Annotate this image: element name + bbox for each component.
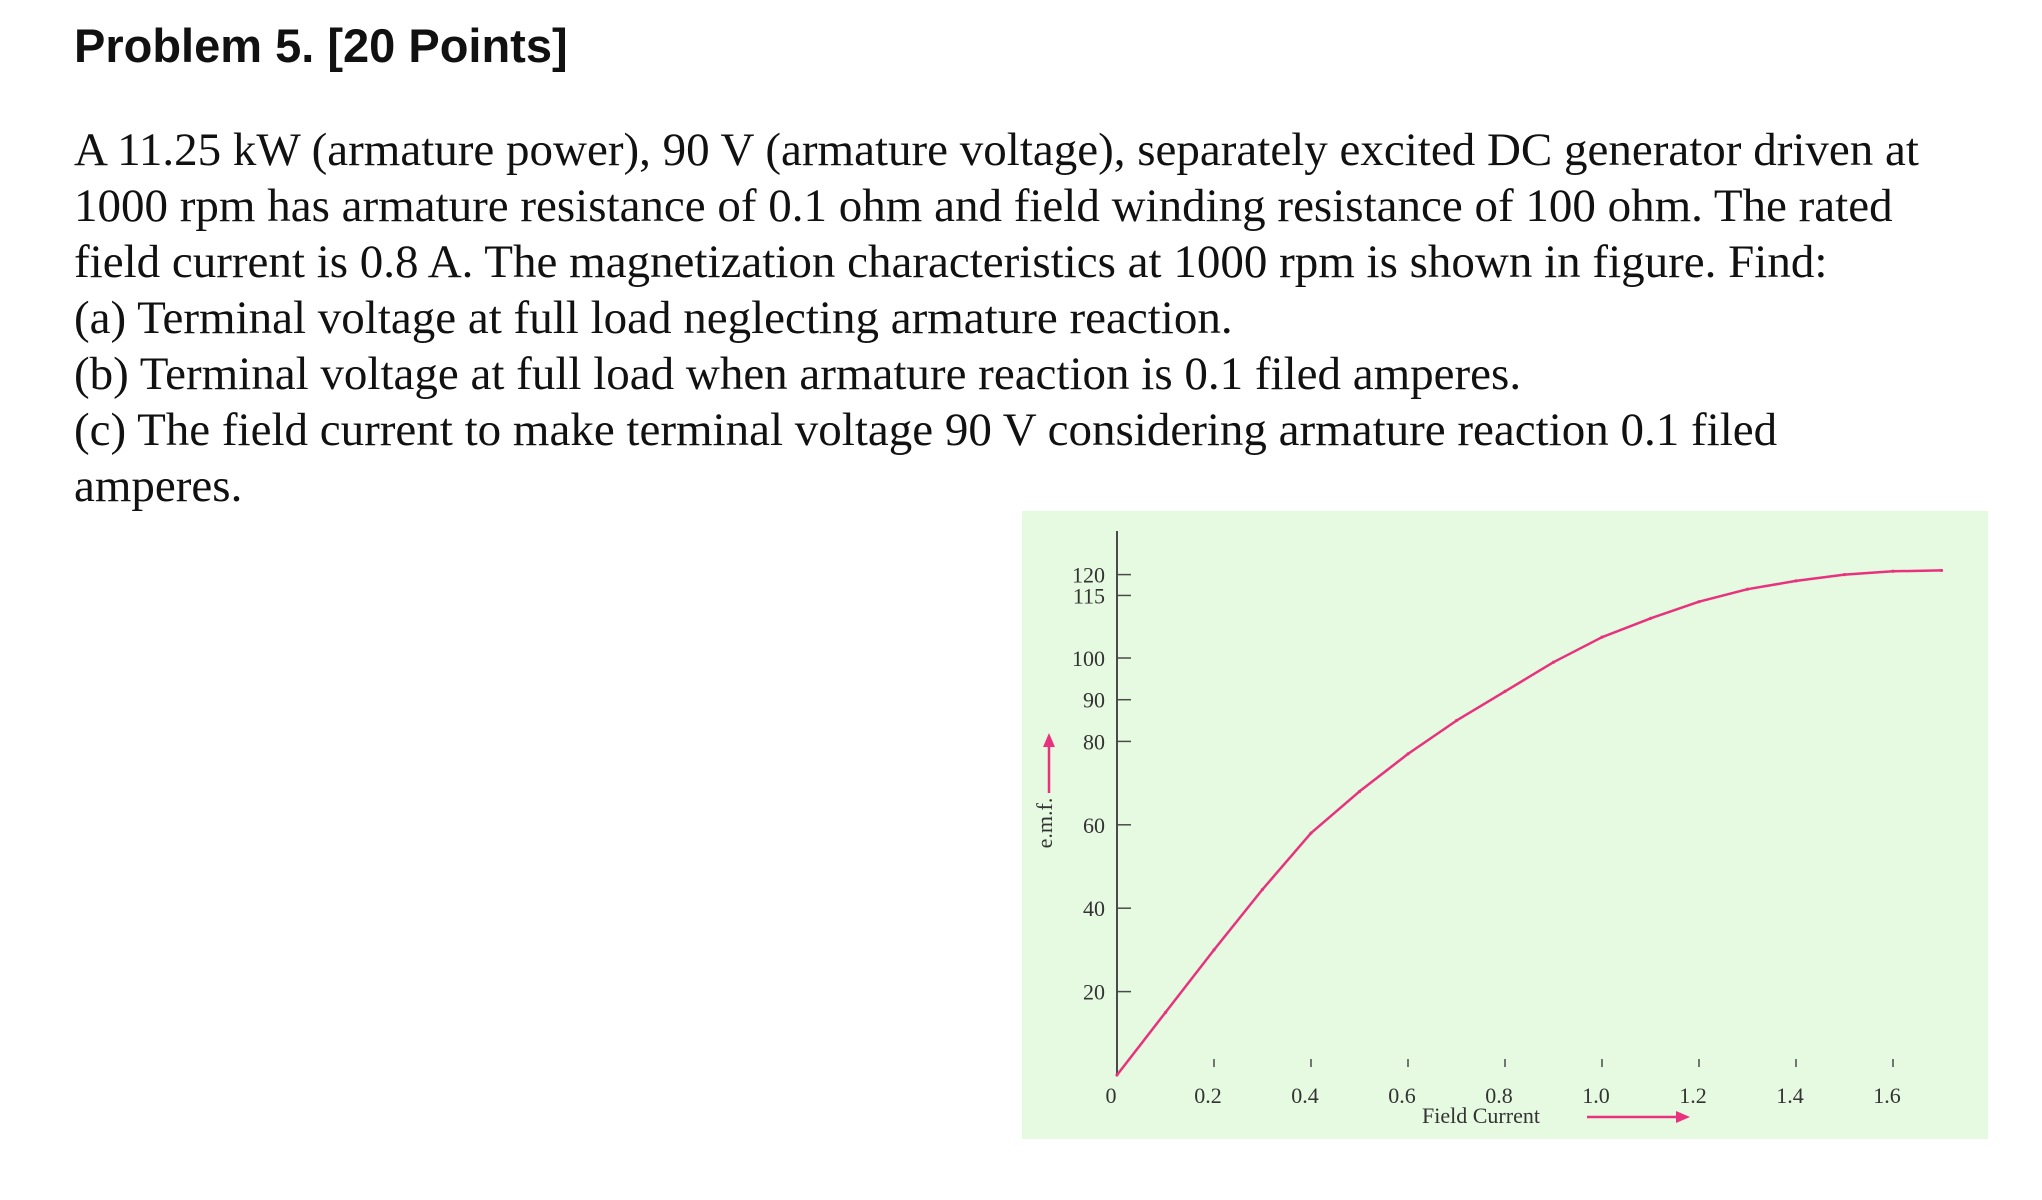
curve-point	[1843, 573, 1846, 576]
x-axis-label: Field Current	[1422, 1103, 1540, 1128]
statement-line: A 11.25 kW (armature power), 90 V (armature voltage), separately excited DC generator driven at	[74, 124, 1919, 176]
magnetization-curve	[1117, 570, 1942, 1075]
curve-point	[1600, 636, 1603, 639]
magnetization-chart	[1022, 511, 1988, 1139]
magnetization-chart-svg	[1022, 511, 1988, 1139]
x-tick-label: 0.2	[1194, 1083, 1222, 1108]
x-tick-label: 0	[1105, 1083, 1117, 1108]
statement-line: field current is 0.8 A. The magnetization characteristics at 1000 rpm is shown in figure. Find:	[74, 236, 1828, 288]
problem-title: Problem 5. [20 Points]	[74, 19, 568, 72]
y-tick-label: 60	[1083, 812, 1105, 838]
x-tick-label: 1.0	[1582, 1083, 1610, 1108]
y-tick-label: 90	[1083, 687, 1105, 713]
part-c: (c) The field current to make terminal voltage 90 V considering armature reaction 0.1 filed amperes.	[74, 404, 1778, 512]
curve-point	[1261, 888, 1264, 891]
curve-point	[1794, 579, 1797, 582]
part-b: (b) Terminal voltage at full load when armature reaction is 0.1 filed amperes.	[74, 348, 1522, 400]
x-tick-label: 1.4	[1776, 1083, 1804, 1108]
curve-point	[1552, 661, 1555, 664]
curve-point	[1309, 832, 1312, 835]
curve-point	[1212, 948, 1215, 951]
curve-point	[1115, 1073, 1118, 1076]
curve-point	[1358, 790, 1361, 793]
y-tick-label: 120	[1072, 562, 1105, 588]
x-arrow-head	[1676, 1111, 1690, 1123]
problem-statement	[74, 122, 2014, 514]
x-tick-label: 0.4	[1291, 1083, 1319, 1108]
y-axis-label: e.m.f.	[1032, 797, 1057, 849]
y-arrow-head	[1043, 733, 1055, 747]
statement-line: 1000 rpm has armature resistance of 0.1 ohm and field winding resistance of 100 ohm. The rated	[74, 180, 1893, 232]
part-a: (a) Terminal voltage at full load neglecting armature reaction.	[74, 292, 1233, 344]
x-tick-label: 0.6	[1388, 1083, 1416, 1108]
y-tick-label: 100	[1072, 646, 1105, 671]
curve-point	[1940, 569, 1943, 572]
y-tick-label: 115	[1072, 583, 1105, 609]
y-tick-label: 80	[1083, 729, 1105, 755]
curve-point	[1164, 1011, 1167, 1014]
x-tick-label: 1.2	[1679, 1083, 1707, 1108]
curve-point	[1746, 588, 1749, 591]
curve-point	[1503, 690, 1506, 693]
curve-point	[1697, 600, 1700, 603]
y-tick-label: 40	[1083, 896, 1105, 922]
curve-point	[1649, 617, 1652, 620]
y-tick-label: 20	[1083, 979, 1105, 1005]
x-tick-label: 1.6	[1873, 1083, 1901, 1108]
curve-point	[1891, 570, 1894, 573]
curve-point	[1455, 719, 1458, 722]
x-tick-label: 0.8	[1485, 1083, 1513, 1108]
curve-point	[1406, 752, 1409, 755]
